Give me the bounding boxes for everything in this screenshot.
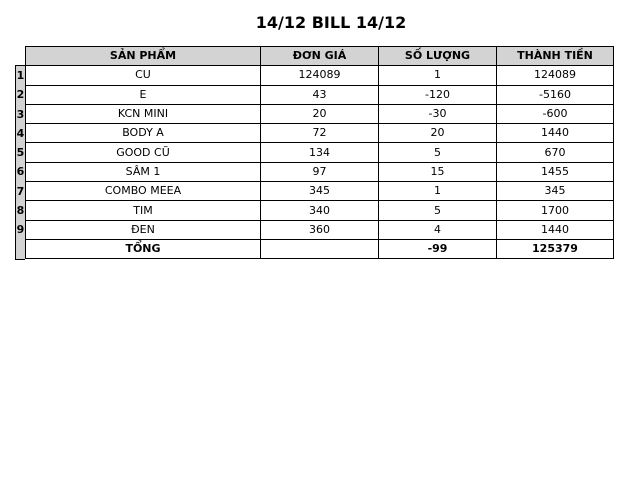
row-number: 2: [16, 88, 25, 102]
row-number: 6: [16, 165, 25, 179]
cell-quantity: 15: [379, 162, 497, 181]
table-row: [26, 143, 614, 162]
table-row: [26, 66, 614, 85]
cell-total: -5160: [497, 85, 614, 104]
cell-unit-price: 340: [261, 201, 379, 220]
table-row: [26, 201, 614, 220]
row-number: 3: [16, 107, 25, 121]
row-number: 5: [16, 146, 25, 160]
cell-quantity: -120: [379, 85, 497, 104]
cell-product: TIM: [26, 201, 261, 220]
cell-quantity: 1: [379, 182, 497, 201]
cell-total: -600: [497, 104, 614, 123]
cell-quantity: 5: [379, 143, 497, 162]
row-number: 7: [16, 184, 25, 198]
cell-product: BODY A: [26, 124, 261, 143]
header-product: SẢN PHẨM: [26, 47, 261, 66]
total-label: TỔNG: [26, 239, 261, 258]
table-row: [26, 104, 614, 123]
header-unit-price: ĐƠN GIÁ: [261, 47, 379, 66]
cell-total: 1700: [497, 201, 614, 220]
cell-quantity: 1: [379, 66, 497, 85]
cell-total: 1440: [497, 220, 614, 239]
cell-unit-price: 134: [261, 143, 379, 162]
header-row: [26, 47, 614, 66]
cell-unit-price: 72: [261, 124, 379, 143]
cell-unit-price: 345: [261, 182, 379, 201]
header-quantity: SỐ LƯỢNG: [379, 47, 497, 66]
cell-unit-price: 360: [261, 220, 379, 239]
total-amount: 125379: [497, 239, 614, 258]
cell-product: E: [26, 85, 261, 104]
bill-table: [25, 46, 614, 259]
table-row: [26, 220, 614, 239]
total-unit-price: [261, 239, 379, 258]
cell-quantity: 20: [379, 124, 497, 143]
row-number: 9: [16, 223, 25, 237]
cell-product: ĐEN: [26, 220, 261, 239]
cell-quantity: -30: [379, 104, 497, 123]
table-row: [26, 162, 614, 181]
row-number: 1: [16, 69, 25, 82]
cell-total: 124089: [497, 66, 614, 85]
cell-total: 1440: [497, 124, 614, 143]
bill-title: 14/12 BILL 14/12: [255, 13, 407, 32]
row-number-column: [15, 65, 25, 260]
cell-unit-price: 97: [261, 162, 379, 181]
cell-product: COMBO MEEA: [26, 182, 261, 201]
total-quantity: -99: [379, 239, 497, 258]
cell-product: GOOD CŨ: [26, 143, 261, 162]
total-row: [26, 239, 614, 258]
cell-total: 345: [497, 182, 614, 201]
row-number: [16, 240, 25, 259]
row-number: 4: [16, 126, 25, 140]
cell-quantity: 5: [379, 201, 497, 220]
table-row: [26, 85, 614, 104]
cell-total: 1455: [497, 162, 614, 181]
cell-unit-price: 43: [261, 85, 379, 104]
cell-product: SÂM 1: [26, 162, 261, 181]
cell-product: KCN MINI: [26, 104, 261, 123]
row-number: 8: [16, 204, 25, 218]
cell-unit-price: 20: [261, 104, 379, 123]
cell-unit-price: 124089: [261, 66, 379, 85]
cell-product: CU: [26, 66, 261, 85]
cell-total: 670: [497, 143, 614, 162]
cell-quantity: 4: [379, 220, 497, 239]
table-row: [26, 124, 614, 143]
header-total: THÀNH TIỀN: [497, 47, 614, 66]
table-row: [26, 182, 614, 201]
